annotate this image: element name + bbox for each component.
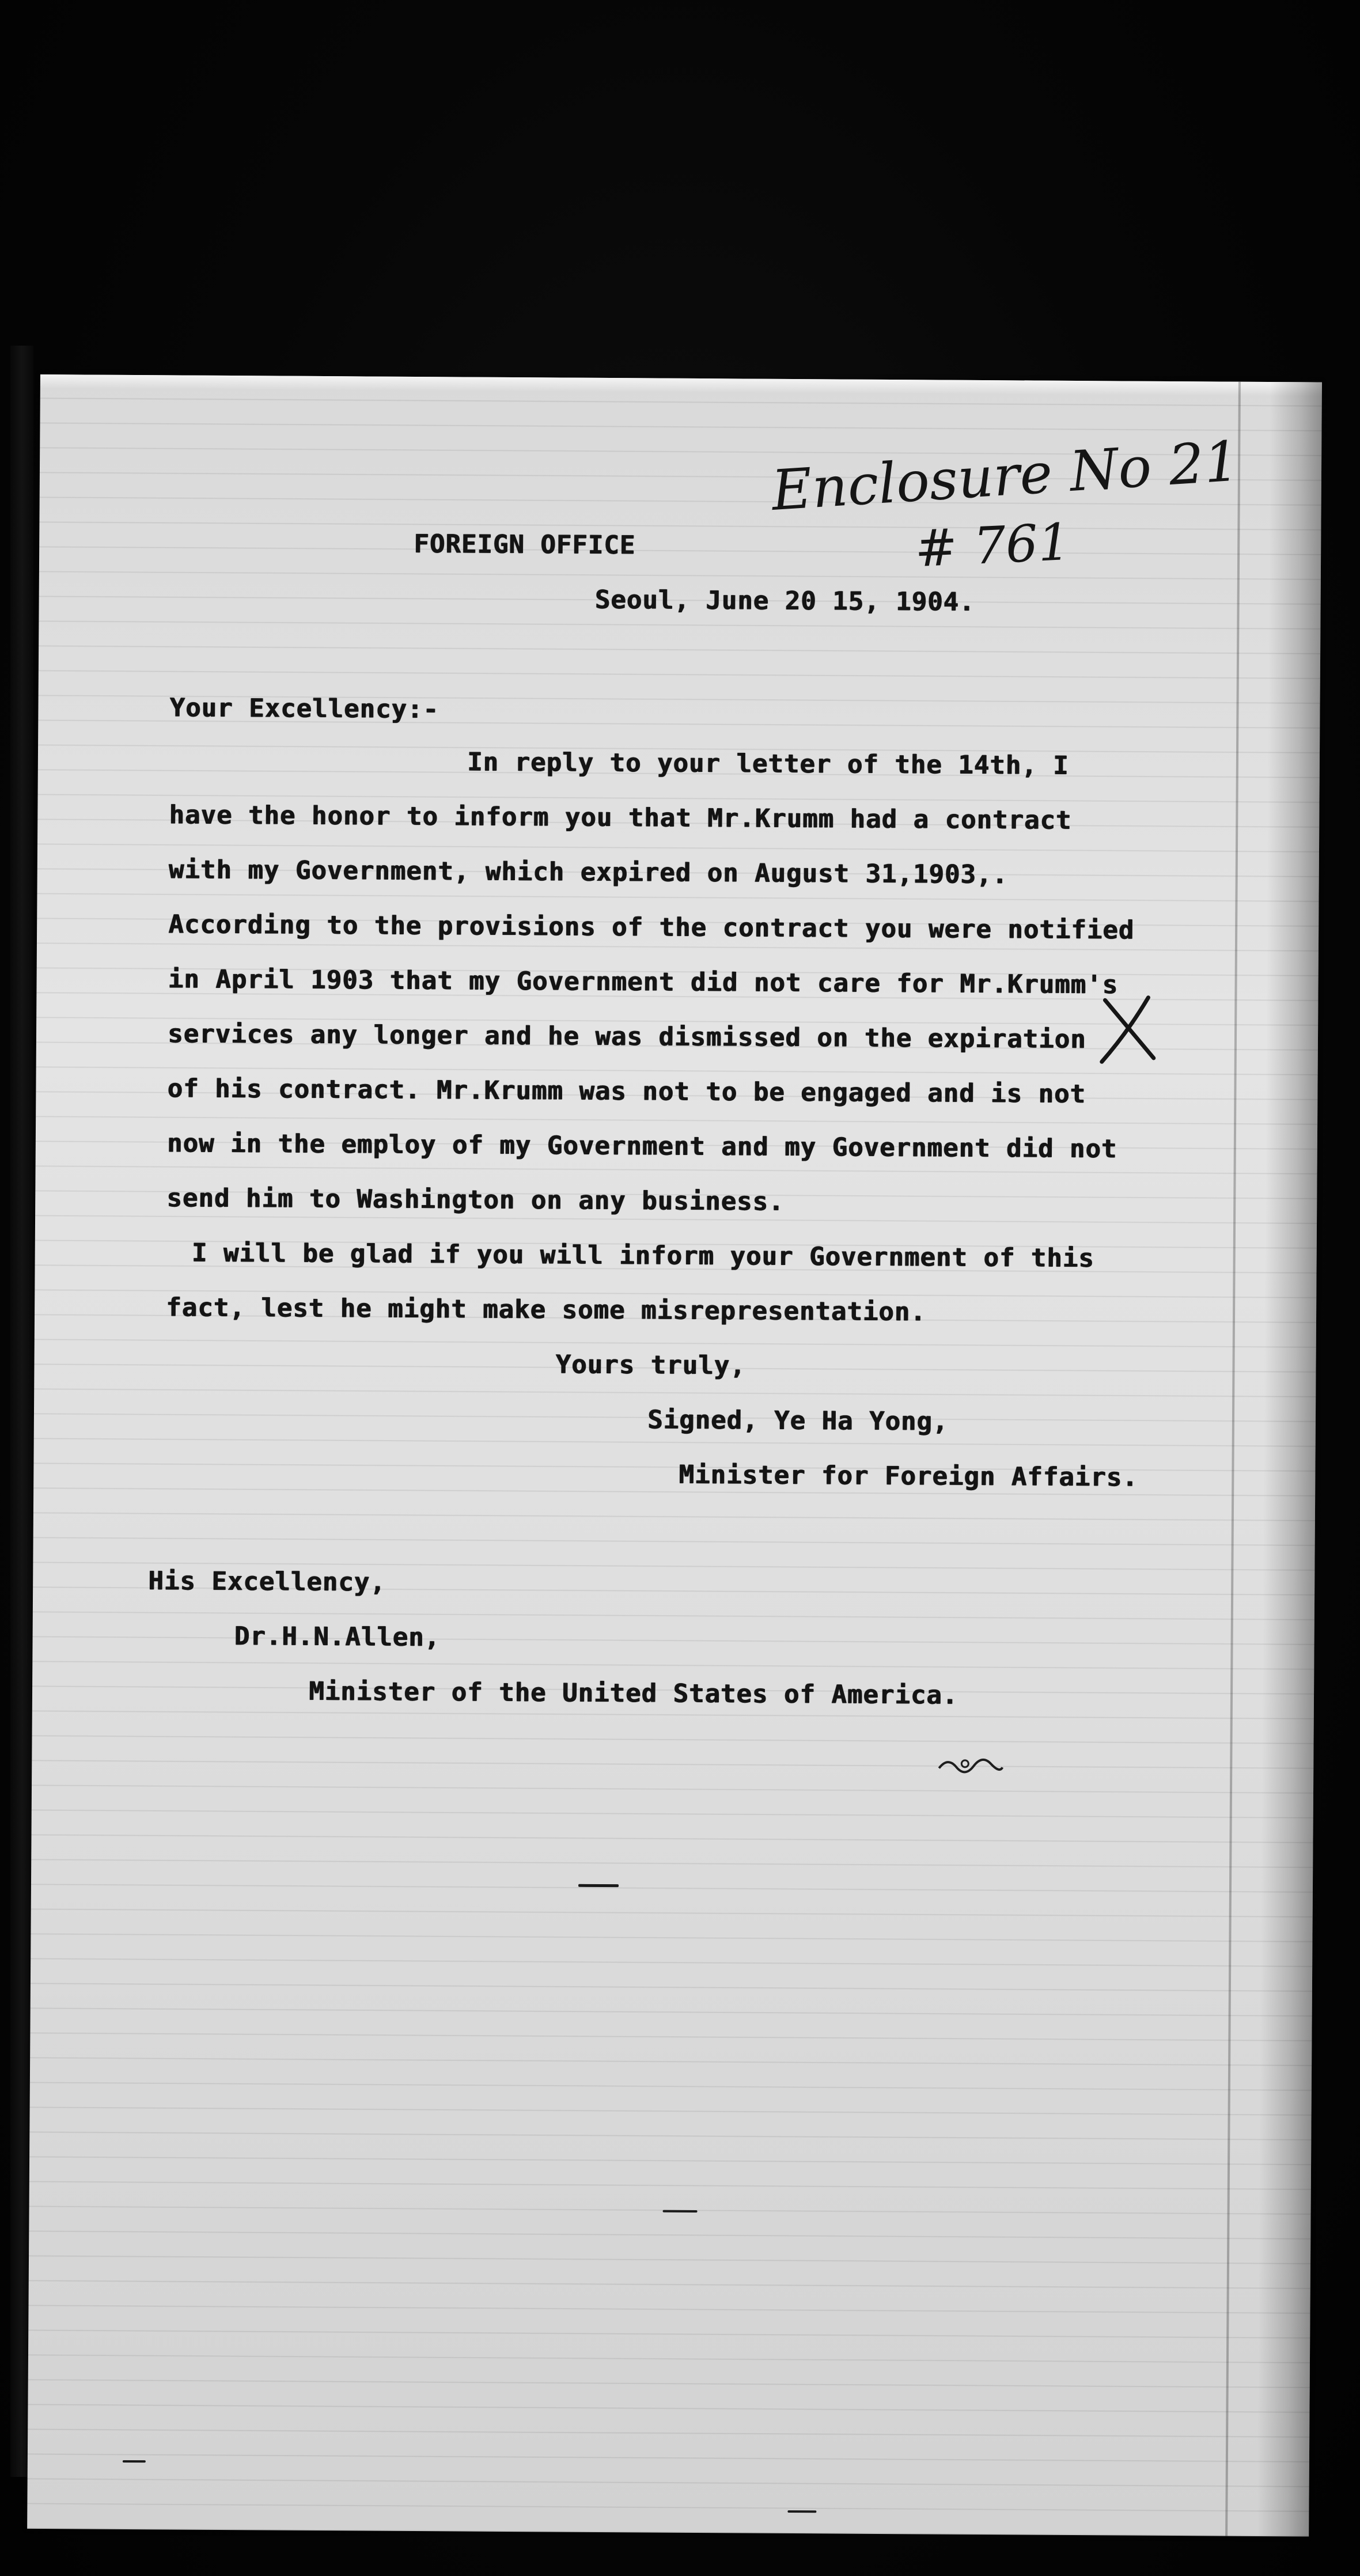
body-line-7: of his contract. Mr.Krumm was not to be engaged and is not <box>167 1074 1086 1109</box>
enclosure-annotation: Enclosure No 21 <box>770 429 1241 524</box>
signature: Signed, Ye Ha Yong, <box>647 1405 949 1437</box>
body-line-2: have the honor to inform you that Mr.Krumm had a contract <box>169 800 1072 835</box>
scan-speck <box>787 2510 816 2513</box>
body-line-9: send him to Washington on any business. <box>166 1183 785 1217</box>
ink-scribble-icon <box>936 1751 1005 1781</box>
letterhead-office: FOREIGN OFFICE <box>414 529 636 560</box>
paper-fold-line <box>1225 382 1241 2536</box>
letter-page <box>27 374 1322 2537</box>
valediction: Yours truly, <box>555 1350 746 1381</box>
scan-speck <box>123 2460 146 2463</box>
letterhead-place-date: Seoul, June 20 15, 1904. <box>594 585 975 617</box>
body-line-5: in April 1903 that my Government did not care for Mr.Krumm's <box>168 964 1119 1000</box>
signatory-title: Minister for Foreign Affairs. <box>679 1460 1138 1492</box>
body-line-1: In reply to your letter of the 14th, I <box>467 747 1069 781</box>
addressee-line-2: Dr.H.N.Allen, <box>234 1622 441 1653</box>
body-line-10: I will be glad if you will inform your Government of this <box>191 1238 1094 1274</box>
salutation: Your Excellency:- <box>169 693 439 725</box>
scan-speck <box>578 1884 619 1887</box>
addressee-line-1: His Excellency, <box>148 1566 386 1597</box>
scan-speck <box>663 2210 698 2213</box>
body-line-3: with my Government, which expired on August 31,1903,. <box>168 855 1008 890</box>
file-number-annotation: # 761 <box>913 512 1072 579</box>
body-line-11: fact, lest he might make some misrepresentation. <box>165 1293 926 1327</box>
body-line-8: now in the employ of my Government and my Government did not <box>166 1128 1117 1164</box>
x-mark-icon <box>1093 991 1163 1067</box>
body-line-4: According to the provisions of the contract you were notified <box>168 910 1135 945</box>
addressee-line-3: Minister of the United States of America. <box>308 1676 959 1710</box>
body-line-6: services any longer and he was dismissed on the expiration <box>167 1019 1086 1055</box>
